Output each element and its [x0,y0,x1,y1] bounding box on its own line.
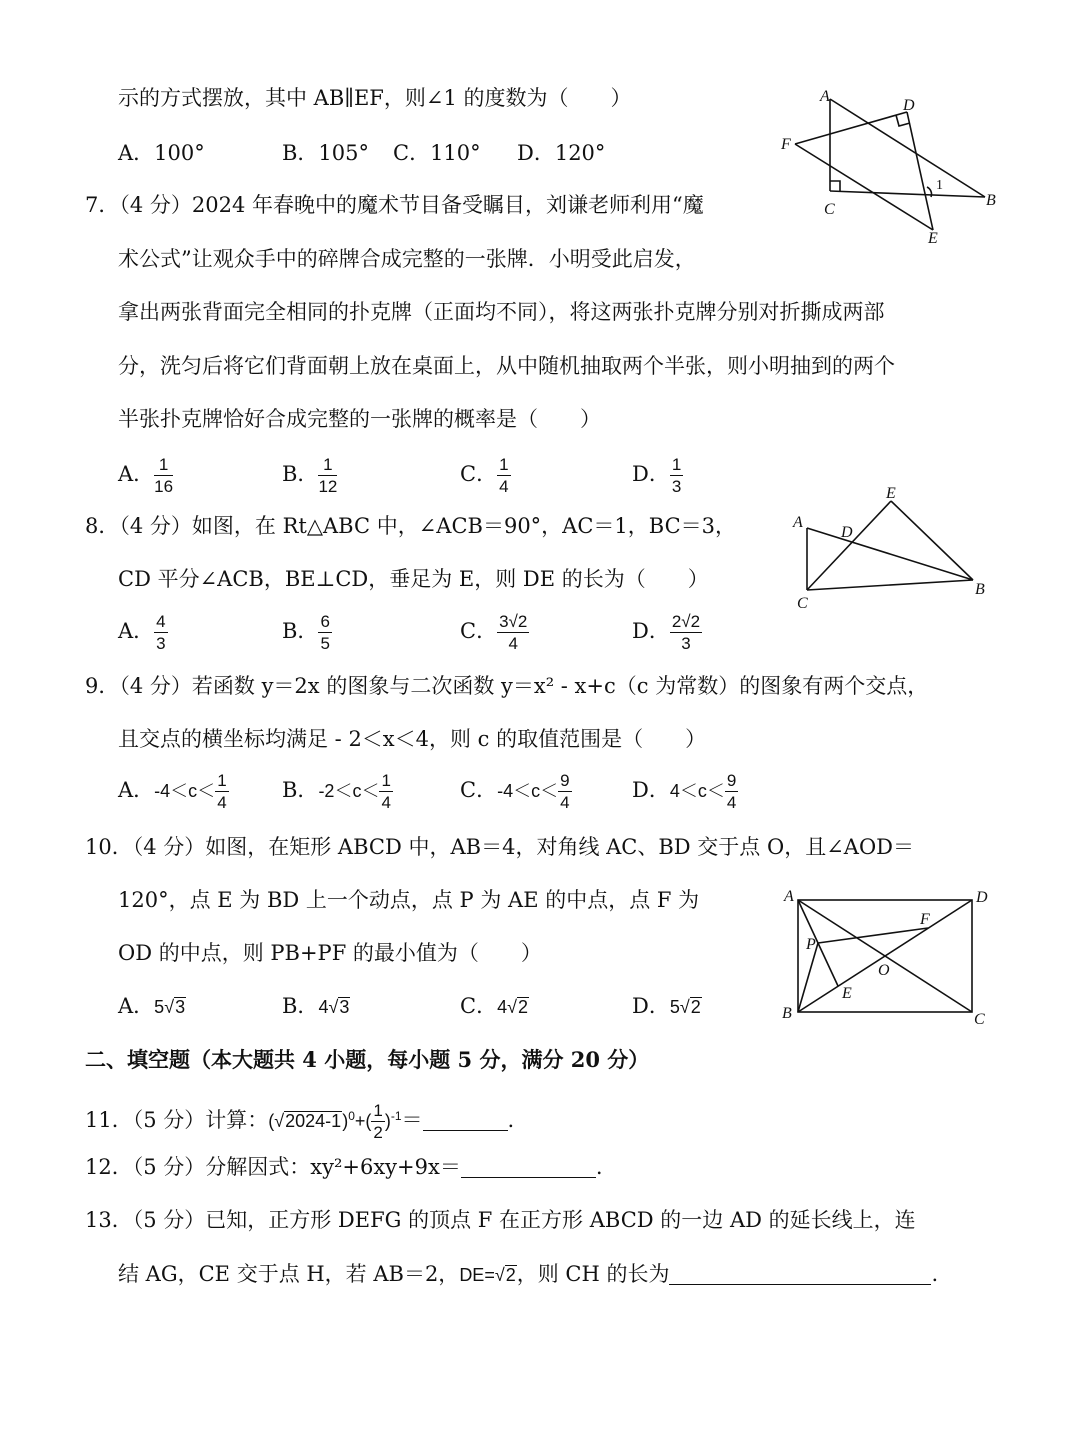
q13-line2: 结 AG，CE 交于点 H，若 AB＝2，DE=√2，则 CH 的长为 . [118,1262,939,1286]
q6-option-b: B．105° [282,141,370,165]
q10-option-b: B．4√3 [282,994,350,1018]
q10-line1: 10．（4 分）如图，在矩形 ABCD 中，AB＝4，对角线 AC、BD 交于点 O，且∠AOD＝ [85,835,915,859]
q9-option-b: B．-2＜c＜ $\frac{1}{4}$ [282,771,391,812]
q9-line2: 且交点的横坐标均满足 - 2＜x＜4，则 c 的取值范围是（ ） [118,727,707,751]
fig3-label-p: P [806,936,816,953]
q9-option-d: D．4＜c＜ $\frac{9}{4}$ [632,771,737,812]
q12-line: 12．（5 分）分解因式：xy²+6xy+9x＝ . [85,1155,603,1179]
fig3-label-a: A [784,888,794,905]
fig2-label-d: D [841,524,853,541]
q7-line3: 拿出两张背面完全相同的扑克牌（正面均不同），将这两张扑克牌分别对折撕成两部 [118,300,885,324]
section-heading: 二、填空题（本大题共 4 小题，每小题 5 分，满分 20 分） [85,1047,650,1072]
q10-option-d: D．5√2 [632,994,701,1018]
q7-line1: 7．（4 分）2024 年春晚中的魔术节目备受瞩目，刘谦老师利用“魔 [85,193,704,217]
q9-option-a: A．-4＜c＜ $\frac{1}{4}$ [118,771,227,812]
fig2-label-c: C [797,595,808,612]
q10-line2: 120°，点 E 为 BD 上一个动点，点 P 为 AE 的中点，点 F 为 [118,888,700,912]
fig1-label-1: 1 [936,178,943,193]
q8-option-d: D． $\frac{2√2}{3}$ [632,612,701,653]
q10-line3: OD 的中点，则 PB+PF 的最小值为（ ） [118,941,542,965]
fig1-label-d: D [903,97,915,114]
q7-option-d: D． $\frac{1}{3}$ [632,455,682,496]
q8-line2: CD 平分∠ACB，BE⊥CD，垂足为 E，则 DE 的长为（ ） [118,567,709,591]
q6-option-d: D．120° [517,141,606,165]
figure-rectangle [776,882,996,1027]
q10-option-c: C．4√2 [460,994,528,1018]
q13-line1: 13．（5 分）已知，正方形 DEFG 的顶点 F 在正方形 ABCD 的一边 AD 的延长线上，连 [85,1208,916,1232]
fig1-label-a: A [820,88,830,105]
fig3-label-f: F [920,911,930,928]
q6-option-c: C．110° [393,141,481,165]
fig2-label-e: E [886,485,896,502]
fig1-label-b: B [986,192,996,209]
q13-answer-blank[interactable] [669,1264,931,1285]
q6-text: 示的方式摆放，其中 AB∥EF，则∠1 的度数为（ ） [118,86,632,110]
fig3-label-e: E [842,985,852,1002]
figure-right-triangle [785,480,1000,615]
figure-angle-triangles [770,85,1010,250]
q8-option-b: B． $\frac{6}{5}$ [282,612,330,653]
fig3-label-c: C [974,1011,985,1028]
fig2-label-b: B [975,581,985,598]
fig3-label-o: O [878,962,890,979]
q7-line5: 半张扑克牌恰好合成完整的一张牌的概率是（ ） [118,407,601,431]
q8-option-a: A． $\frac{4}{3}$ [118,612,166,653]
q7-option-a: A． $\frac{1}{16}$ [118,455,174,496]
fig1-label-e: E [928,230,938,247]
q7-line2: 术公式”让观众手中的碎牌合成完整的一张牌．小明受此启发， [118,247,696,271]
q7-option-c: C． $\frac{1}{4}$ [460,455,509,496]
q12-answer-blank[interactable] [461,1157,596,1178]
fig3-label-b: B [782,1005,792,1022]
fig1-label-f: F [781,136,791,153]
q11-answer-blank[interactable] [423,1110,508,1131]
fig2-label-a: A [793,514,803,531]
q8-line1: 8．（4 分）如图，在 Rt△ABC 中，∠ACB＝90°，AC＝1，BC＝3， [85,514,737,538]
q9-line1: 9．（4 分）若函数 y＝2x 的图象与二次函数 y＝x² - x+c（c 为常数）的图象有两个交点， [85,674,929,698]
q9-option-c: C．-4＜c＜ $\frac{9}{4}$ [460,771,570,812]
q11-line: 11．（5 分）计算：$(√2024-1)^0+$( $\frac{1}{2}$ )$^{-1}$＝ . [85,1101,515,1142]
q10-option-a: A．5√3 [118,994,186,1018]
q6-option-a: A．100° [118,141,205,165]
q7-option-b: B． $\frac{1}{12}$ [282,455,338,496]
q8-option-c: C． $\frac{3√2}{4}$ [460,612,528,653]
q7-line4: 分，洗匀后将它们背面朝上放在桌面上，从中随机抽取两个半张，则小明抽到的两个 [118,354,895,378]
fig3-label-d: D [976,889,988,906]
fig1-label-c: C [824,201,835,218]
